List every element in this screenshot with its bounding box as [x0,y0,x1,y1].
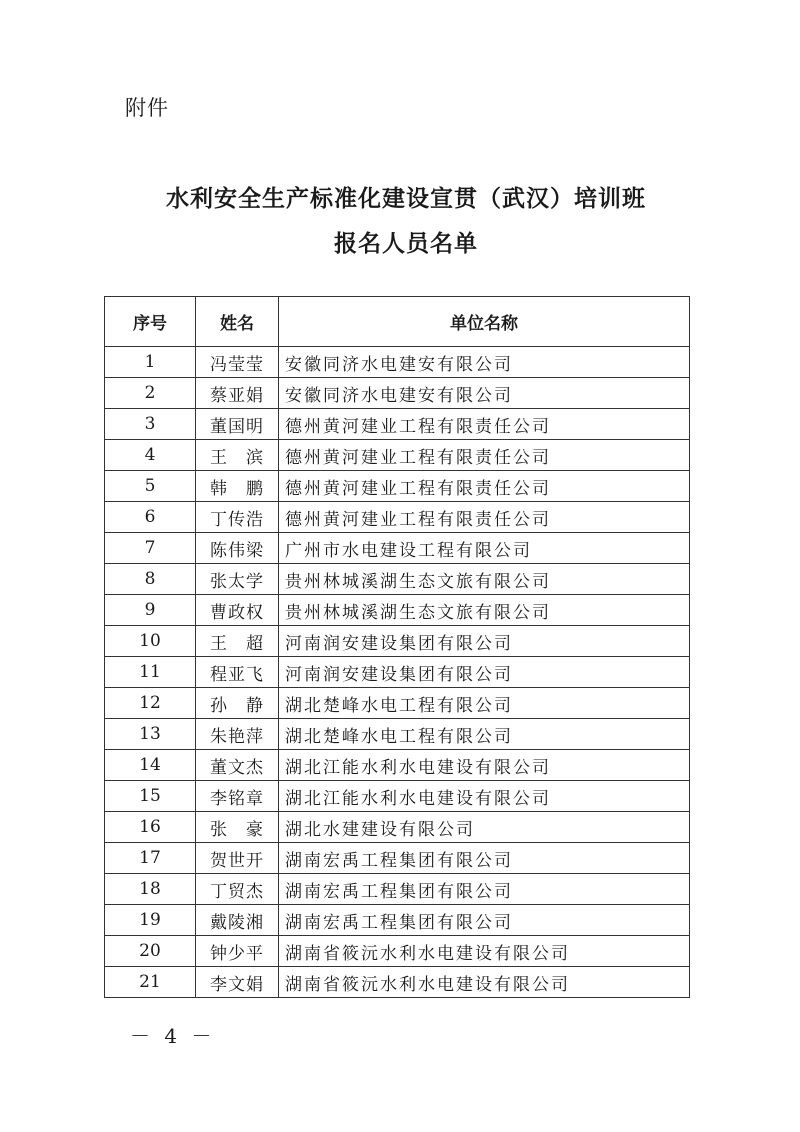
cell-name: 丁传浩 [196,502,279,533]
table-row [105,812,690,843]
table-header-row [105,297,690,347]
cell-name: 陈伟梁 [196,533,279,564]
cell-serial-number: 8 [105,564,196,595]
table-row [105,936,690,967]
cell-unit: 湖北楚峰水电工程有限公司 [279,719,690,750]
cell-unit: 德州黄河建业工程有限责任公司 [279,409,690,440]
cell-serial-number: 14 [105,750,196,781]
cell-name: 王 滨 [196,440,279,471]
cell-serial-number: 10 [105,626,196,657]
table-row [105,564,690,595]
cell-unit: 湖北楚峰水电工程有限公司 [279,688,690,719]
cell-serial-number: 13 [105,719,196,750]
cell-serial-number: 5 [105,471,196,502]
cell-unit: 湖北水建建设有限公司 [279,812,690,843]
cell-unit: 河南润安建设集团有限公司 [279,626,690,657]
table-row [105,874,690,905]
cell-name: 韩 鹏 [196,471,279,502]
header-unit: 单位名称 [279,297,690,347]
cell-serial-number: 12 [105,688,196,719]
table-row [105,843,690,874]
table-row [105,471,690,502]
cell-serial-number: 17 [105,843,196,874]
table-row [105,595,690,626]
cell-serial-number: 4 [105,440,196,471]
table-row [105,533,690,564]
cell-serial-number: 7 [105,533,196,564]
header-serial-number: 序号 [105,297,196,347]
cell-unit: 湖南宏禹工程集团有限公司 [279,874,690,905]
cell-serial-number: 6 [105,502,196,533]
cell-name: 冯莹莹 [196,347,279,378]
cell-serial-number: 16 [105,812,196,843]
registrant-table [104,296,690,998]
cell-unit: 安徽同济水电建安有限公司 [279,347,690,378]
cell-serial-number: 2 [105,378,196,409]
table-row [105,657,690,688]
cell-name: 钟少平 [196,936,279,967]
cell-serial-number: 19 [105,905,196,936]
cell-unit: 贵州林城溪湖生态文旅有限公司 [279,564,690,595]
document-title: 水利安全生产标准化建设宣贯（武汉）培训班 [166,186,646,212]
cell-name: 李文娟 [196,967,279,998]
cell-name: 贺世开 [196,843,279,874]
table-row [105,502,690,533]
document-subtitle: 报名人员名单 [334,231,478,257]
table-row [105,688,690,719]
table-row [105,781,690,812]
cell-unit: 湖南宏禹工程集团有限公司 [279,905,690,936]
cell-unit: 河南润安建设集团有限公司 [279,657,690,688]
table-row [105,409,690,440]
cell-name: 朱艳萍 [196,719,279,750]
table-row [105,905,690,936]
cell-serial-number: 21 [105,967,196,998]
table-body [105,347,690,998]
cell-unit: 湖南省筱沅水利水电建设有限公司 [279,967,690,998]
cell-name: 曹政权 [196,595,279,626]
cell-unit: 德州黄河建业工程有限责任公司 [279,502,690,533]
cell-serial-number: 20 [105,936,196,967]
table-row [105,378,690,409]
cell-unit: 湖南宏禹工程集团有限公司 [279,843,690,874]
cell-serial-number: 11 [105,657,196,688]
cell-name: 张 豪 [196,812,279,843]
cell-name: 孙 静 [196,688,279,719]
cell-serial-number: 9 [105,595,196,626]
cell-name: 王 超 [196,626,279,657]
cell-name: 程亚飞 [196,657,279,688]
page-number: － 4 － [130,1024,216,1048]
table-row [105,967,690,998]
cell-name: 张太学 [196,564,279,595]
table-row [105,440,690,471]
header-name: 姓名 [196,297,279,347]
cell-unit: 湖南省筱沅水利水电建设有限公司 [279,936,690,967]
cell-serial-number: 3 [105,409,196,440]
cell-unit: 德州黄河建业工程有限责任公司 [279,440,690,471]
attachment-label: 附件 [125,96,169,120]
table-row [105,719,690,750]
cell-name: 蔡亚娟 [196,378,279,409]
cell-name: 董国明 [196,409,279,440]
table-row [105,626,690,657]
cell-serial-number: 18 [105,874,196,905]
cell-serial-number: 15 [105,781,196,812]
cell-unit: 贵州林城溪湖生态文旅有限公司 [279,595,690,626]
cell-serial-number: 1 [105,347,196,378]
table-row [105,347,690,378]
cell-name: 李铭章 [196,781,279,812]
cell-unit: 广州市水电建设工程有限公司 [279,533,690,564]
cell-unit: 安徽同济水电建安有限公司 [279,378,690,409]
cell-name: 戴陵湘 [196,905,279,936]
cell-unit: 湖北江能水利水电建设有限公司 [279,750,690,781]
cell-unit: 德州黄河建业工程有限责任公司 [279,471,690,502]
cell-name: 丁贸杰 [196,874,279,905]
cell-name: 董文杰 [196,750,279,781]
table-row [105,750,690,781]
cell-unit: 湖北江能水利水电建设有限公司 [279,781,690,812]
